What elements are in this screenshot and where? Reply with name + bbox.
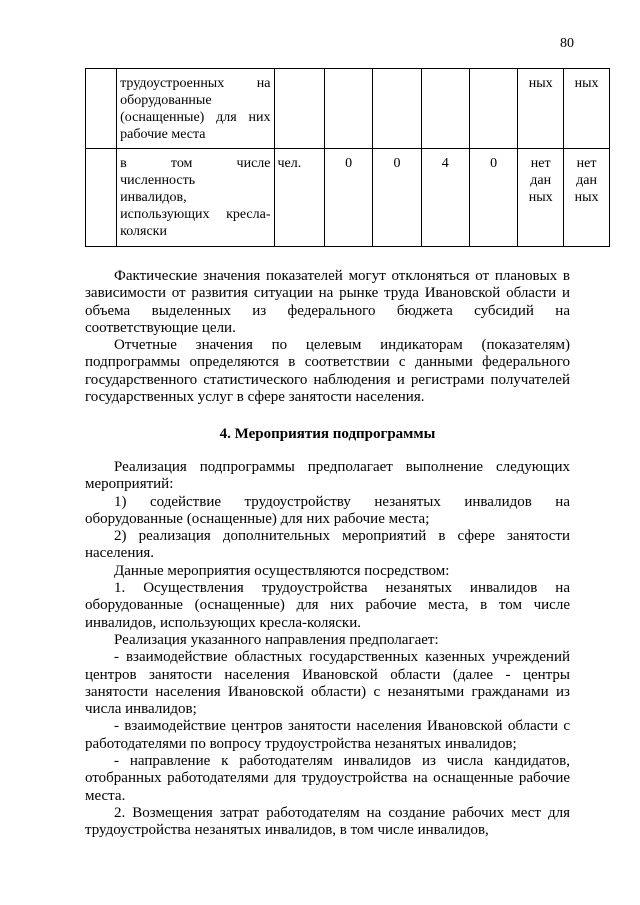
text-block-indicators (85, 268, 570, 406)
paragraph: 1. Осуществления трудоустройства незанятых инвалидов на оборудованные (оснащенные) для них рабочие места, в том числе инвалидов, использующих кресла-коляски. (85, 580, 570, 631)
cell-line: трудоустроенных на (120, 76, 271, 91)
section-heading: 4. Мероприятия подпрограммы (219, 426, 436, 442)
table-cell-value: 0 (469, 149, 517, 247)
table-cell-value: 0 (373, 149, 421, 247)
paragraph: - взаимодействие центров занятости населения Ивановской области с работодателями по вопросу трудоустройства незанятых инвалидов; (85, 718, 570, 752)
table-cell-label (117, 69, 274, 149)
paragraph: Реализация указанного направления предполагает: (114, 631, 439, 648)
paragraph: Фактические значения показателей могут отклоняться от плановых в зависимости от развития ситуации на рынке труда Ивановской области и объема выделенных из федерального бюджета субсидий на соответствующие цели. (85, 268, 570, 336)
table-cell (564, 149, 610, 247)
table-row (86, 69, 610, 149)
table-cell (469, 69, 517, 149)
cell-line: оборудованные (120, 93, 212, 108)
table-cell-value: 0 (324, 149, 372, 247)
cell-line: (оснащенные) для них (120, 110, 271, 125)
cell-line: нет (576, 156, 597, 171)
text-block-measures (85, 459, 570, 840)
cell-line: коляски (120, 224, 167, 239)
table-cell (421, 69, 469, 149)
paragraph: 1) содействие трудоустройству незанятых инвалидов на оборудованные (оснащенные) для них рабочие места; (85, 493, 570, 527)
table-cell: ных (564, 69, 610, 149)
cell-line: использующих кресла- (120, 207, 271, 222)
table-cell (324, 69, 372, 149)
paragraph: Отчетные значения по целевым индикаторам (показателям) подпрограммы определяются в соответствии с данными федерального государственного статистического наблюдения и регистрами получателей государственных услуг в сфере занятости населения. (85, 337, 570, 406)
table-cell: ных (518, 69, 564, 149)
cell-line: дан (530, 173, 552, 188)
table-cell (518, 149, 564, 247)
table-row (86, 149, 610, 247)
cell-line: дан (576, 173, 597, 188)
table-cell-unit: чел. (274, 149, 324, 247)
paragraph: 2. Возмещения затрат работодателям на создание рабочих мест для трудоустройства незанятых инвалидов, в том числе инвалидов, (85, 804, 570, 839)
paragraph: - взаимодействие областных государственных казенных учреждений центров занятости населения Ивановской области (далее - центры занятости населения Ивановской области) с незанятыми гражданами из числа инвалидов; (85, 649, 570, 718)
cell-line: в том числе (120, 156, 271, 171)
cell-line: ных (528, 190, 553, 205)
paragraph: - направление к работодателям инвалидов из числа кандидатов, отобранных работодателями для трудоустройства на оснащенные рабочие места. (85, 753, 570, 804)
cell-line: инвалидов, (120, 190, 187, 205)
paragraph: Реализация подпрограммы предполагает выполнение следующих мероприятий: (85, 459, 570, 493)
paragraph: Данные мероприятия осуществляются посредством: (114, 562, 450, 579)
table-cell (86, 149, 117, 247)
indicators-table (85, 68, 610, 247)
cell-line: нет (530, 156, 551, 171)
table-cell (373, 69, 421, 149)
table-cell-label (117, 149, 274, 247)
table-cell-value: 4 (421, 149, 469, 247)
table-cell (86, 69, 117, 149)
paragraph: 2) реализация дополнительных мероприятий в сфере занятости населения. (85, 528, 570, 562)
table-cell (274, 69, 324, 149)
cell-line: численность (120, 173, 196, 188)
cell-line: рабочие места (120, 127, 206, 142)
cell-line: ных (574, 190, 599, 205)
page-number: 80 (560, 36, 574, 51)
